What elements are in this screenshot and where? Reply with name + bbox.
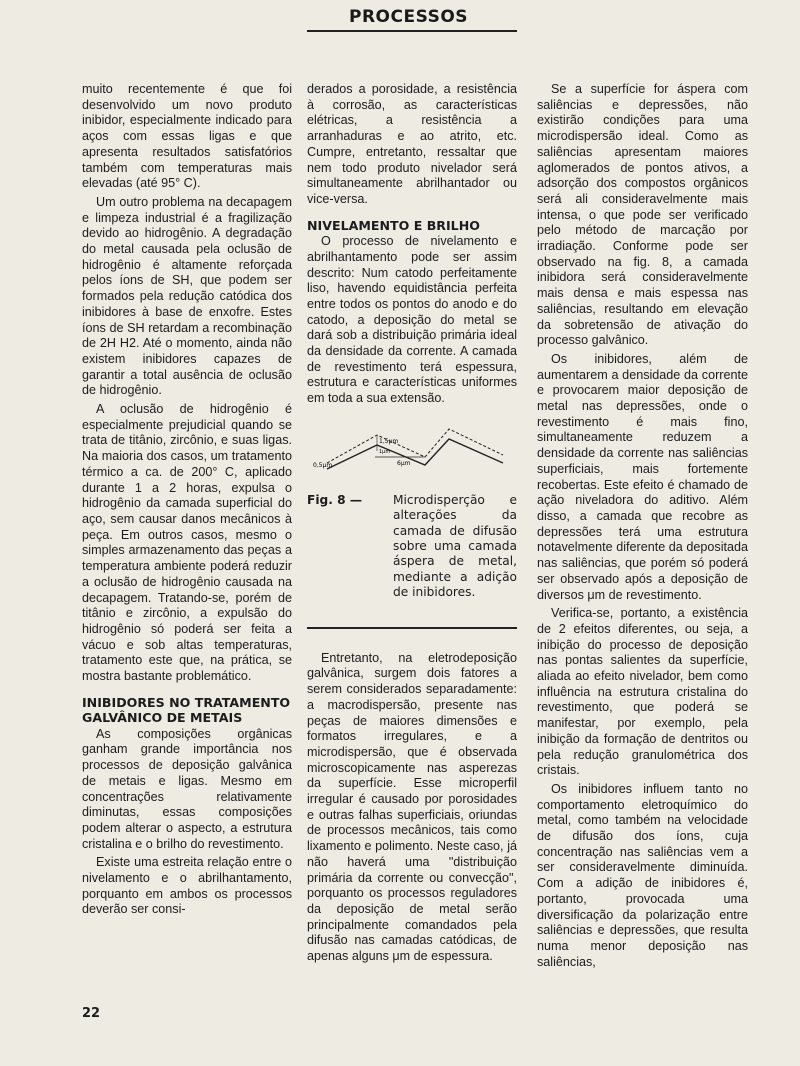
label-d: 6μm (397, 459, 411, 467)
paragraph: O processo de nivelamento e abrilhantamento pode ser assim descrito: Num catodo perfeitamente liso, havendo equidistância perfeita entre todos os pontos do anodo e do catodo, a deposição do metal se dará sob a distribuição primária ideal da densidade da corrente. A camada de revestimento terá espessura, estrutura e características uniformes em toda a sua extensão. (307, 234, 517, 406)
label-c: 1μm (379, 448, 391, 455)
column-divider (307, 627, 517, 629)
caption-number: Fig. 8 — (307, 492, 363, 507)
paragraph: Entretanto, na eletrodeposição galvânica, surgem dois fatores a serem considerados separadamente: a macrodispersão, presente nas peças de maiores dimensões e formatos irregulares, e a microdispersão, que é observada microscopicamente nas asperezas da superfície. Esse microperfil irregular é causado por porosidades e outras falhas superficiais, oriundas de processos mecânicos, tais como lixamento e polimento. Neste caso, já não haverá uma "distribuição primária da corrente ou convecção", porquanto os processos reguladores da deposição de metal serão principalmente comandados pela difusão nas camadas catódicas, de apenas alguns μm de espessura. (307, 650, 517, 964)
header-rule (307, 30, 517, 32)
surface-profile-line (327, 439, 503, 469)
paragraph: As composições orgânicas ganham grande importância nos processos de deposição galvânica de metais e ligas. Mesmo em concentrações relativamente diminutas, essas composições podem alterar o aspecto, a estrutura cristalina e o brilho do revestimento. (82, 726, 292, 851)
inhibitor-layer-line (327, 429, 503, 463)
column-3 (537, 82, 748, 973)
label-b: 1,5μm (379, 437, 399, 445)
paragraph: muito recentemente é que foi desenvolvido um novo produto inibidor, especialmente indicado para aços com essas ligas e que apresenta resultados satisfatórios também com temperaturas mais elevadas (até 95° C). (82, 82, 292, 191)
paragraph: Os inibidores, além de aumentarem a densidade da corrente e provocarem maior deposição de metal nas depressões, onde o revestimento é mais fino, simultaneamente reduzem a densidade da corrente nas saliências superficiais, mais fortemente recobertas. Este efeito é chamado de ação niveladora do aditivo. Além disso, a camada que recobre as depressões terá uma estrutura notavelmente diferente da depositada nas saliências, que porém só poderá ser observado após a deposição de diversos μm de revestimento. (537, 351, 748, 602)
section-heading: INIBIDORES NO TRATAMENTO GALVÂNICO DE METAIS (82, 694, 291, 726)
paragraph: Os inibidores influem tanto no comportamento eletroquímico do metal, como também na velocidade de difusão dos íons, cuja concentração nas saliências vem a ser consideravelmente diminuída. Com a adição de inibidores é, portanto, provocada uma diversificação da polarização entre saliências e depressões, que resulta numa menor deposição nas saliências, (537, 781, 748, 969)
surface-profile-diagram (307, 427, 517, 485)
figure-diagram (307, 427, 517, 485)
page-number: 22 (82, 1006, 101, 1021)
paragraph: Existe uma estreita relação entre o nivelamento e o abrilhantamento, porquanto em ambos os processos deverão ser consi- (82, 855, 292, 917)
paragraph: Se a superfície for áspera com saliências e depressões, não existirão condições para uma microdispersão ideal. Como as saliências apresentam maiores aglomerados de pontos ativos, a adsorção dos compostos orgânicos será ali consideravelmente mais intensa, o que pode ser verificado pelo método de marcação por irradiação. Conforme pode ser observado na fig. 8, a camada inibidora será consideravelmente mais densa e mais espessa nas saliências, resultando em elevação da sobretensão de ativação do processo galvânico. (537, 82, 748, 348)
paragraph: derados a porosidade, a resistência à corrosão, as características elétricas, a resistência a arranhaduras e ao atrito, etc. Cumpre, entretanto, ressaltar que nem todo produto nivelador será simultaneamente abrilhantador ou vice-versa. (307, 82, 517, 206)
section-title: PROCESSOS (349, 7, 469, 27)
figure-caption (307, 493, 517, 601)
label-a: 0,5μm (313, 461, 333, 469)
column-1 (82, 82, 292, 921)
paragraph: A oclusão de hidrogênio é especialmente prejudicial quando se trata de titânio, zircônio, e suas ligas. Na maioria dos casos, um tratamento térmico a ca. de 200° C, aplicado durante 1 a 2 horas, expulsa o hidrogênio da camada superficial do aço, sem causar danos mecânicos à peça. Em outros casos, mesmo o simples armazenamento das peças a temperatura ambiente poderá reduzir a oclusão de hidrogênio causada na decapagem. Tratando-se, porém de titânio e zircônio, a expulsão do hidrogênio só poderá ser feita a vácuo e sob altas temperaturas, tratamento este que, na prática, se mostra bastante problemático. (82, 402, 292, 684)
caption-text: Microdisperção e alterações da camada de difusão sobre uma camada áspera de metal, mediante a adição de inibidores. (393, 492, 517, 600)
paragraph: Um outro problema na decapagem e limpeza industrial é a fragilização devido ao hidrogênio. A degradação do metal causada pela oclusão de hidrogênio é altamente reforçada pelos íons de SH, que podem ser formados pela redução catódica dos inibidores à base de enxofre. Estes íons de SH retardam a recombinação de 2H H2. Até o momento, ainda não existem inibidores capazes de garantir a total ausência de oclusão de hidrogênio. (82, 194, 292, 398)
paragraph: Verifica-se, portanto, a existência de 2 efeitos diferentes, ou seja, a inibição do processo de deposição nas pontas salientes da superfície, aliada ao efeito nivelador, bem como influência na estrutura cristalina do revestimento, que poderá se manifestar, por exemplo, pela inibição da formação de dentritos ou pela redução granulométrica dos cristais. (537, 606, 748, 778)
section-heading: NIVELAMENTO E BRILHO (307, 217, 480, 233)
column-2 (307, 82, 517, 968)
